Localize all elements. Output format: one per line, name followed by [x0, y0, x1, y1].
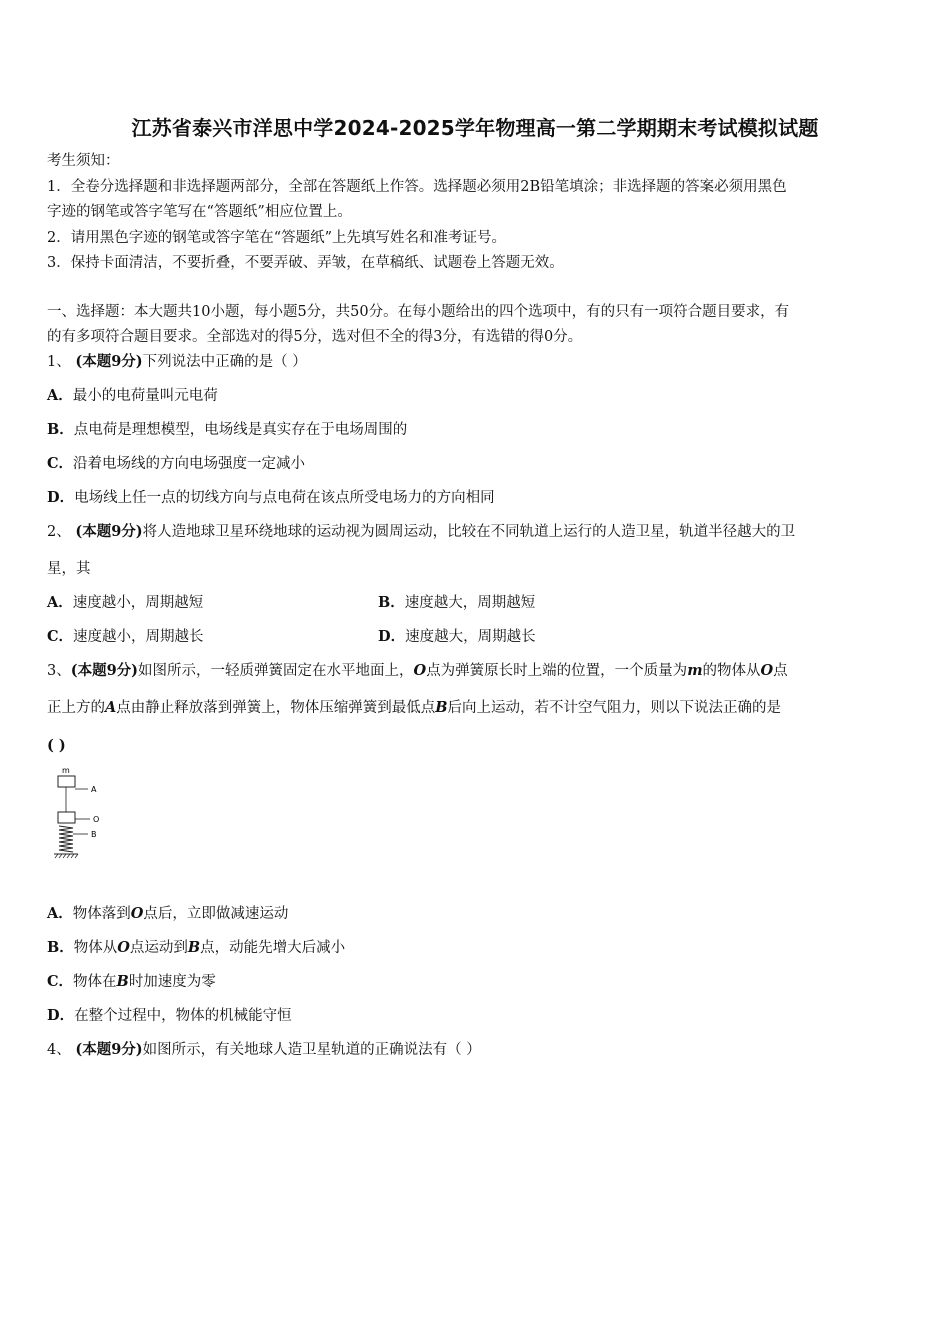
question-score: (本题9分): [75, 353, 143, 370]
q3-option-a: A．物体落到O点后，立即做减速运动: [47, 905, 289, 922]
q2-option-a: A．速度越小，周期越短: [47, 594, 204, 611]
q2-option-c: C．速度越小，周期越长: [47, 628, 204, 645]
question-2-stem-cont: 星，其: [47, 561, 91, 577]
mass-block-o: [58, 812, 75, 823]
question-1-stem: [47, 352, 907, 372]
question-score: (本题9分): [75, 523, 143, 540]
q1-option-b: B．点电荷是理想模型，电场线是真实存在于电场周围的: [47, 421, 408, 438]
question-number: 4、: [47, 1042, 71, 1058]
spring-diagram: [50, 764, 110, 864]
q1-option-c: C．沿着电场线的方向电场强度一定减小: [47, 455, 306, 472]
q1-option-d: D．电场线上任一点的切线方向与点电荷在该点所受电场力的方向相同: [47, 489, 495, 506]
notice-item: 字迹的钢笔或答字笔写在“答题纸”相应位置上。: [47, 204, 352, 220]
page-title: 江苏省泰兴市洋思中学2024-2025学年物理高一第二学期期末考试模拟试题: [131, 116, 819, 140]
section-intro: 一、选择题：本大题共10小题，每小题5分，共50分。在每小题给出的四个选项中，有的只有一项符合题目要求，有: [47, 304, 790, 320]
question-score: (本题9分): [75, 1041, 143, 1058]
q3-option-c: C．物体在B时加速度为零: [47, 973, 216, 990]
q2-option-b: B．速度越大，周期越短: [378, 594, 536, 611]
q3-option-d: D．在整个过程中，物体的机械能守恒: [47, 1007, 292, 1024]
mass-block-top: [58, 776, 75, 787]
q1-option-a: A．最小的电荷量叫元电荷: [47, 387, 218, 404]
notice-item: 1．全卷分选择题和非选择题两部分，全部在答题纸上作答。选择题必须用2B铅笔填涂；非选择题的答案必须用黑色: [47, 179, 787, 195]
label-o: O: [93, 815, 100, 824]
label-a: A: [91, 785, 97, 794]
question-3-stem-cont: 正上方的A点由静止释放落到弹簧上，物体压缩弹簧到最低点B后向上运动，若不计空气阻力，则以下说法正确的是: [47, 699, 782, 716]
question-number: 1、: [47, 354, 71, 370]
question-text: 将人造地球卫星环绕地球的运动视为圆周运动，比较在不同轨道上运行的人造卫星，轨道半径越大的卫: [142, 524, 796, 540]
question-text: 下列说法中正确的是（ ）: [142, 354, 307, 370]
notice-item: 2．请用黑色字迹的钢笔或答字笔在“答题纸”上先填写姓名和准考证号。: [47, 230, 507, 246]
spring-icon: [59, 826, 73, 852]
q3-option-b: B．物体从O点运动到B点，动能先增大后减小: [47, 939, 346, 956]
question-3-blank: ( ): [47, 737, 66, 754]
question-4-stem: [47, 1040, 907, 1060]
section-intro: 的有多项符合题目要求。全部选对的得5分，选对但不全的得3分，有选错的得0分。: [47, 329, 583, 345]
notice-heading: 考生须知：: [47, 153, 120, 169]
question-text: 如图所示，有关地球人造卫星轨道的正确说法有（ ）: [142, 1042, 481, 1058]
label-m: m: [62, 766, 70, 775]
notice-item: 3．保持卡面清洁，不要折叠，不要弄破、弄皱，在草稿纸、试题卷上答题无效。: [47, 255, 564, 271]
label-b: B: [91, 830, 97, 839]
question-2-stem: [47, 522, 907, 542]
q2-option-d: D．速度越大，周期越长: [378, 628, 536, 645]
ground-hatch: [55, 854, 78, 858]
question-3-stem: 3、(本题9分)如图所示，一轻质弹簧固定在水平地面上，O点为弹簧原长时上端的位置，一个质量为m的物体从O点: [47, 662, 788, 679]
question-number: 2、: [47, 524, 71, 540]
